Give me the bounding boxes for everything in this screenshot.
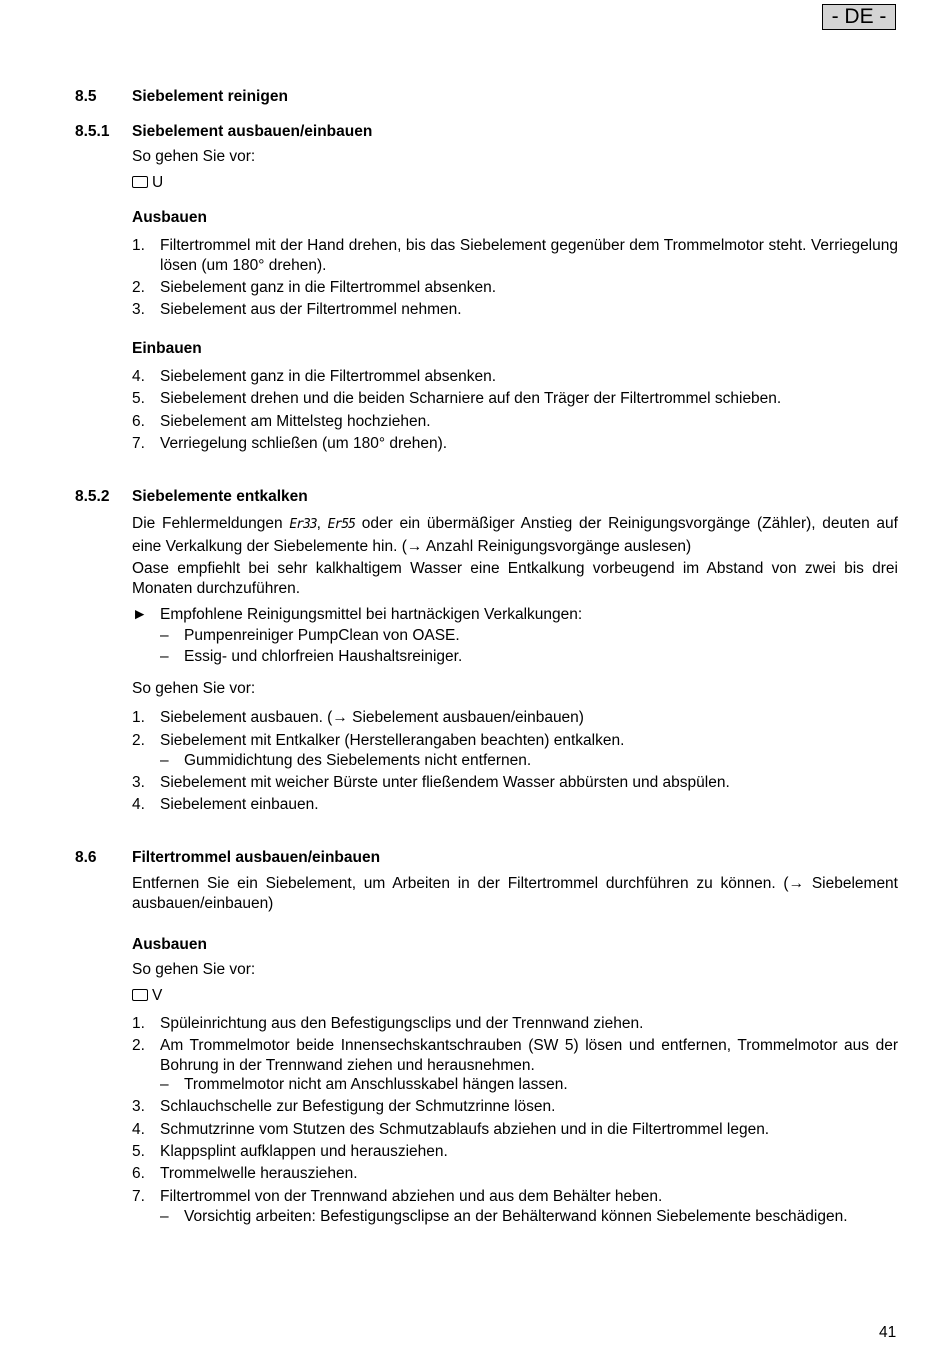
sub-item: – Pumpenreiniger PumpClean von OASE.	[160, 627, 460, 644]
list-item: 3. Schlauchschelle zur Befestigung der Schmutzrinne lösen.	[132, 1098, 556, 1115]
section-title: Filtertrommel ausbauen/einbauen	[132, 849, 381, 866]
intro-text: So gehen Sie vor:	[132, 961, 256, 978]
list-item: 2. Siebelement ganz in die Filtertrommel absenken.	[132, 279, 497, 296]
subsection-number: 8.5.1	[75, 123, 110, 140]
error-code: Er55	[327, 517, 355, 532]
language-badge: - DE -	[822, 4, 896, 30]
list-item: 2. Siebelement mit Entkalker (Herstellerangaben beachten) entkalken.	[132, 732, 625, 749]
section-title: Siebelement reinigen	[132, 88, 288, 105]
figure-reference: U	[132, 174, 163, 192]
list-item: 4. Schmutzrinne vom Stutzen des Schmutzablaufs abziehen und in die Filtertrommel legen.	[132, 1121, 770, 1138]
ausbauen-heading: Ausbauen	[132, 209, 207, 226]
sub-item: – Trommelmotor nicht am Anschlusskabel hängen lassen.	[160, 1076, 568, 1093]
list-item: 5. Klappsplint aufklappen und herausziehen.	[132, 1143, 448, 1160]
sub-item: – Essig- und chlorfreien Haushaltsreiniger.	[160, 648, 463, 665]
subsection-title: Siebelemente entkalken	[132, 488, 308, 505]
einbauen-heading: Einbauen	[132, 340, 202, 357]
list-item: 1. Spüleinrichtung aus den Befestigungsclips und der Trennwand ziehen.	[132, 1015, 644, 1032]
list-item: 4. Siebelement einbauen.	[132, 796, 319, 813]
intro-text: So gehen Sie vor:	[132, 148, 256, 165]
list-item: 4. Siebelement ganz in die Filtertrommel absenken.	[132, 368, 497, 385]
subsection-number: 8.5.2	[75, 488, 110, 505]
paragraph: Die Fehlermeldungen Er33, Er55 oder ein übermäßiger Anstieg der Reinigungsvorgänge (Zähler), deuten auf eine Verkalkung der Siebelemente hin. (→ Anzahl Reinigungsvorgänge auslesen)	[132, 515, 898, 555]
tip-text: Empfohlene Reinigungsmittel bei hartnäckigen Verkalkungen:	[160, 606, 583, 623]
list-item: 5. Siebelement drehen und die beiden Scharniere auf den Träger der Filtertrommel schieben.	[132, 390, 782, 407]
list-item: 3. Siebelement mit weicher Bürste unter fließendem Wasser abbürsten und abspülen.	[132, 774, 730, 791]
figure-icon	[132, 176, 148, 188]
list-item: 2. Am Trommelmotor beide Innensechskantschrauben (SW 5) lösen und entfernen, Trommelmotor aus der Bohrung in der Trennwand ziehen und herausnehmen.	[132, 1037, 898, 1074]
intro-text: So gehen Sie vor:	[132, 680, 256, 697]
paragraph: Oase empfiehlt bei sehr kalkhaltigem Wasser eine Entkalkung vorbeugend im Abstand von zwei bis drei Monaten durchzuführen.	[132, 560, 898, 597]
figure-icon	[132, 989, 148, 1001]
error-code: Er33	[289, 517, 317, 532]
paragraph: Entfernen Sie ein Siebelement, um Arbeiten in der Filtertrommel durchführen zu können. (→ Siebelement ausbauen/einbauen)	[132, 875, 898, 912]
list-item: 6. Trommelwelle herausziehen.	[132, 1165, 358, 1182]
list-item: 3. Siebelement aus der Filtertrommel nehmen.	[132, 301, 462, 318]
sub-item: – Vorsichtig arbeiten: Befestigungsclipse an der Behälterwand können Siebelemente beschädigen.	[160, 1208, 848, 1225]
ausbauen-heading: Ausbauen	[132, 936, 207, 953]
subsection-title: Siebelement ausbauen/einbauen	[132, 123, 373, 140]
figure-reference: V	[132, 987, 162, 1005]
list-item: 7. Verriegelung schließen (um 180° drehen).	[132, 435, 448, 452]
list-item: 1. Siebelement ausbauen. (→ Siebelement ausbauen/einbauen)	[132, 709, 584, 726]
list-item: 1. Filtertrommel mit der Hand drehen, bis das Siebelement gegenüber dem Trommelmotor steht. Verriegelung lösen (um 180° drehen).	[132, 237, 898, 274]
section-number: 8.6	[75, 849, 97, 866]
sub-item: – Gummidichtung des Siebelements nicht entfernen.	[160, 752, 532, 769]
list-item: 6. Siebelement am Mittelsteg hochziehen.	[132, 413, 431, 430]
section-number: 8.5	[75, 88, 97, 105]
page-number: 41	[879, 1324, 897, 1341]
list-item: 7. Filtertrommel von der Trennwand abziehen und aus dem Behälter heben.	[132, 1188, 663, 1205]
tip-marker-icon: ►	[132, 606, 148, 623]
